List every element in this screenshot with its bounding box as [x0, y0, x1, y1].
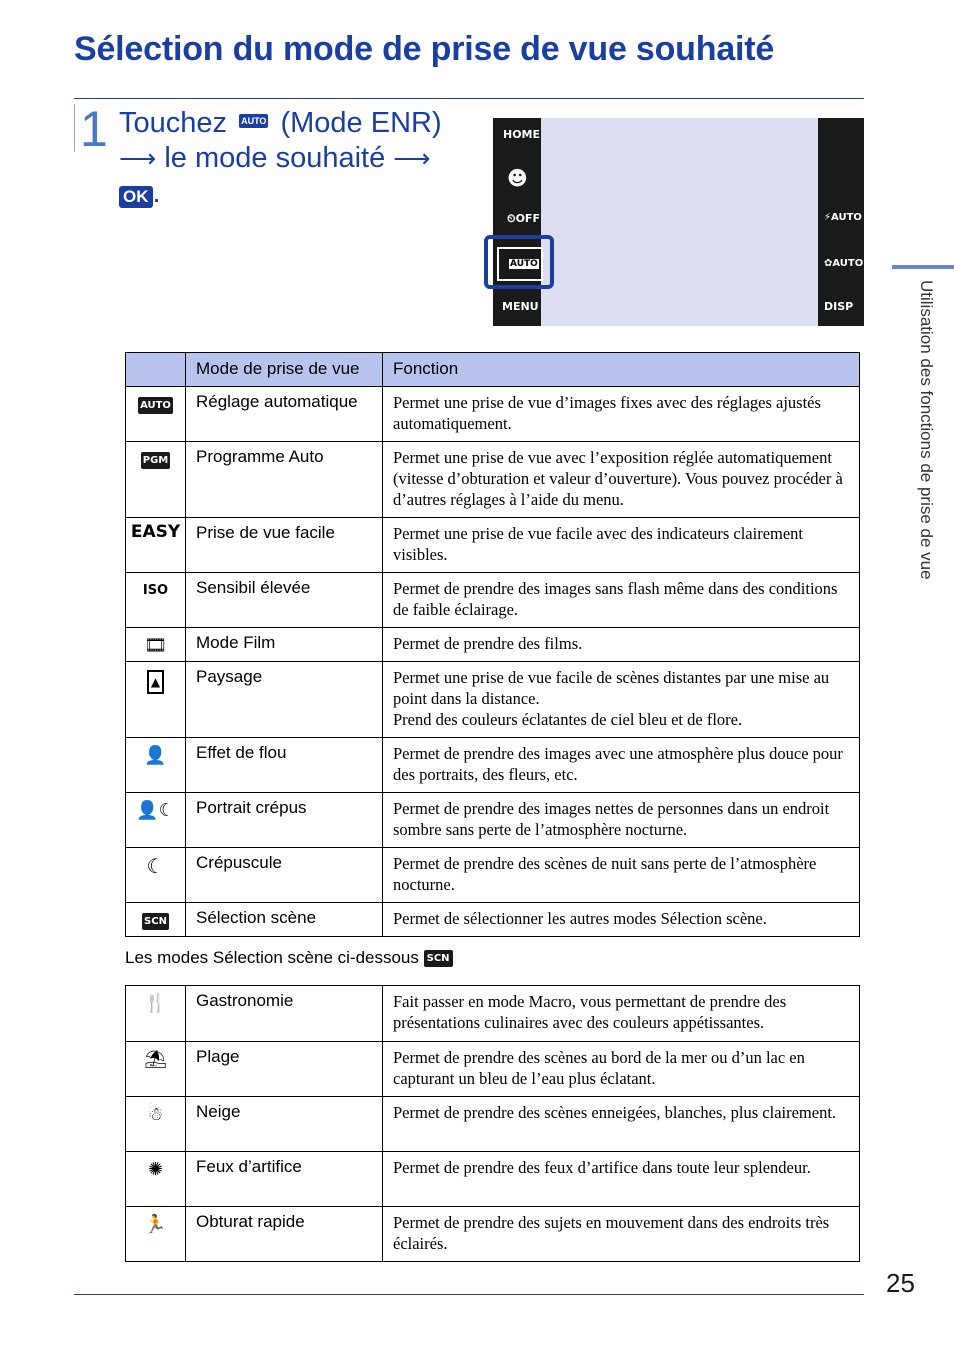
- mode-function: Permet de prendre des scènes enneigées, blanches, plus clairement.: [383, 1097, 860, 1152]
- mode-name: Programme Auto: [186, 442, 383, 518]
- table-header-function: Fonction: [383, 353, 860, 387]
- mode-function: Permet une prise de vue facile de scènes distantes par une mise au point dans la distance. Prend des couleurs éclatantes de ciel bleu et de flore.: [383, 662, 860, 738]
- step-instruction: [119, 106, 469, 211]
- scene-mode-table: [125, 985, 860, 1262]
- mode-function: Permet de prendre des images nettes de personnes dans un endroit sombre sans perte de l’atmosphère nocturne.: [383, 793, 860, 848]
- auto-icon: AUTO: [138, 397, 173, 414]
- beach-icon: ⛱: [144, 1049, 167, 1070]
- table-header-icon: [126, 353, 186, 387]
- page-number: 25: [886, 1268, 915, 1298]
- self-timer-off-icon[interactable]: ⏲OFF: [507, 212, 540, 225]
- table-row: [126, 848, 860, 903]
- mode-function: Permet de prendre des films.: [383, 628, 860, 662]
- mode-function: Permet de prendre des sujets en mouvement dans des endroits très éclairés.: [383, 1207, 860, 1262]
- scene-selection-caption: [125, 948, 453, 968]
- mode-function: Fait passer en mode Macro, vous permettant de prendre des présentations culinaires avec des couleurs appétissantes.: [383, 986, 860, 1042]
- table-row: [126, 628, 860, 662]
- table-header-row: [126, 353, 860, 387]
- table-row: [126, 387, 860, 442]
- mode-name: Paysage: [186, 662, 383, 738]
- table-row: [126, 442, 860, 518]
- disp-button[interactable]: DISP: [824, 300, 854, 313]
- step-marker-bar: [74, 104, 75, 152]
- mode-name: Plage: [186, 1042, 383, 1097]
- smile-icon[interactable]: ☻: [507, 166, 528, 190]
- movie-film-icon: 🎞: [144, 635, 167, 656]
- gourmet-icon: 🍴: [144, 993, 167, 1014]
- mode-function: Permet une prise de vue facile avec des indicateurs clairement visibles.: [383, 518, 860, 573]
- shooting-mode-table: [125, 352, 860, 937]
- table-row: [126, 986, 860, 1042]
- mode-name: Portrait crépus: [186, 793, 383, 848]
- mode-name: Gastronomie: [186, 986, 383, 1042]
- title-divider: [74, 98, 864, 99]
- rec-mode-button[interactable]: [497, 247, 543, 281]
- mode-name: Neige: [186, 1097, 383, 1152]
- step-period: .: [152, 177, 161, 209]
- page-title: Sélection du mode de prise de vue souhaité: [74, 30, 775, 68]
- mode-name: Obturat rapide: [186, 1207, 383, 1262]
- fireworks-icon: ✺: [147, 1159, 164, 1180]
- mode-name: Crépuscule: [186, 848, 383, 903]
- table-row: [126, 662, 860, 738]
- auto-icon: AUTO: [510, 259, 538, 269]
- table-row: [126, 903, 860, 937]
- sport-icon: 🏃: [144, 1214, 167, 1235]
- mode-function: Permet de sélectionner les autres modes Sélection scène.: [383, 903, 860, 937]
- table-row: [126, 1042, 860, 1097]
- snow-icon: ☃: [147, 1104, 164, 1125]
- mode-function: Permet de prendre des feux d’artifice dans toute leur splendeur.: [383, 1152, 860, 1207]
- rec-mode-icon: AUTO: [241, 116, 267, 127]
- table-header-mode: Mode de prise de vue: [186, 353, 383, 387]
- table-row: [126, 1207, 860, 1262]
- mode-function: Permet de prendre des images sans flash même dans des conditions de faible éclairage.: [383, 573, 860, 628]
- step-number: 1: [80, 101, 108, 157]
- mode-function: Permet de prendre des scènes de nuit sans perte de l’atmosphère nocturne.: [383, 848, 860, 903]
- soft-snap-icon: 👤: [144, 745, 167, 766]
- high-iso-icon: ISO: [142, 583, 169, 598]
- footer-divider: [74, 1294, 864, 1295]
- twilight-portrait-icon: 👤☾: [136, 800, 175, 821]
- mode-name: Feux d’artifice: [186, 1152, 383, 1207]
- home-button[interactable]: HOME: [503, 128, 541, 141]
- mode-name: Réglage automatique: [186, 387, 383, 442]
- flash-auto-icon[interactable]: ⚡AUTO: [824, 212, 862, 223]
- easy-icon: EASY: [130, 522, 181, 542]
- landscape-icon: ▲: [147, 670, 164, 694]
- menu-button[interactable]: MENU: [502, 300, 539, 313]
- side-tab-bar: [892, 265, 954, 269]
- mode-name: Mode Film: [186, 628, 383, 662]
- arrow-icon: ⟶: [393, 143, 431, 173]
- ok-icon: OK: [119, 186, 153, 208]
- table-row: [126, 518, 860, 573]
- mode-function: Permet de prendre des images avec une atmosphère plus douce pour des portraits, des fleurs, etc.: [383, 738, 860, 793]
- table-row: [126, 573, 860, 628]
- arrow-icon: ⟶: [119, 143, 157, 173]
- table-row: [126, 738, 860, 793]
- table-row: [126, 793, 860, 848]
- mode-name: Effet de flou: [186, 738, 383, 793]
- step-text-desired: le mode souhaité: [164, 142, 386, 174]
- scn-icon: SCN: [142, 913, 169, 930]
- scene-caption-text: Les modes Sélection scène ci-dessous: [125, 948, 419, 967]
- mode-name: Prise de vue facile: [186, 518, 383, 573]
- mode-name: Sensibil élevée: [186, 573, 383, 628]
- mode-function: Permet une prise de vue avec l’exposition réglée automatiquement (vitesse d’obturation et valeur d’ouverture). Vous pouvez procéder à d’autres réglages à l’aide du menu.: [383, 442, 860, 518]
- step-text-touch: Touchez: [119, 107, 228, 139]
- mode-function: Permet une prise de vue d’images fixes avec des réglages ajustés automatiquement.: [383, 387, 860, 442]
- side-tab-label: Utilisation des fonctions de prise de vue: [917, 280, 936, 580]
- camera-screen: [493, 118, 864, 326]
- macro-auto-icon[interactable]: ✿AUTO: [824, 258, 864, 269]
- moon-icon: ☾: [146, 854, 165, 878]
- scn-icon: SCN: [424, 950, 453, 967]
- step-text-mode: (Mode ENR): [280, 107, 442, 139]
- table-row: [126, 1152, 860, 1207]
- mode-name: Sélection scène: [186, 903, 383, 937]
- mode-function: Permet de prendre des scènes au bord de la mer ou d’un lac en capturant un bleu de l’eau plus éclatant.: [383, 1042, 860, 1097]
- table-row: [126, 1097, 860, 1152]
- pgm-icon: PGM: [141, 452, 171, 469]
